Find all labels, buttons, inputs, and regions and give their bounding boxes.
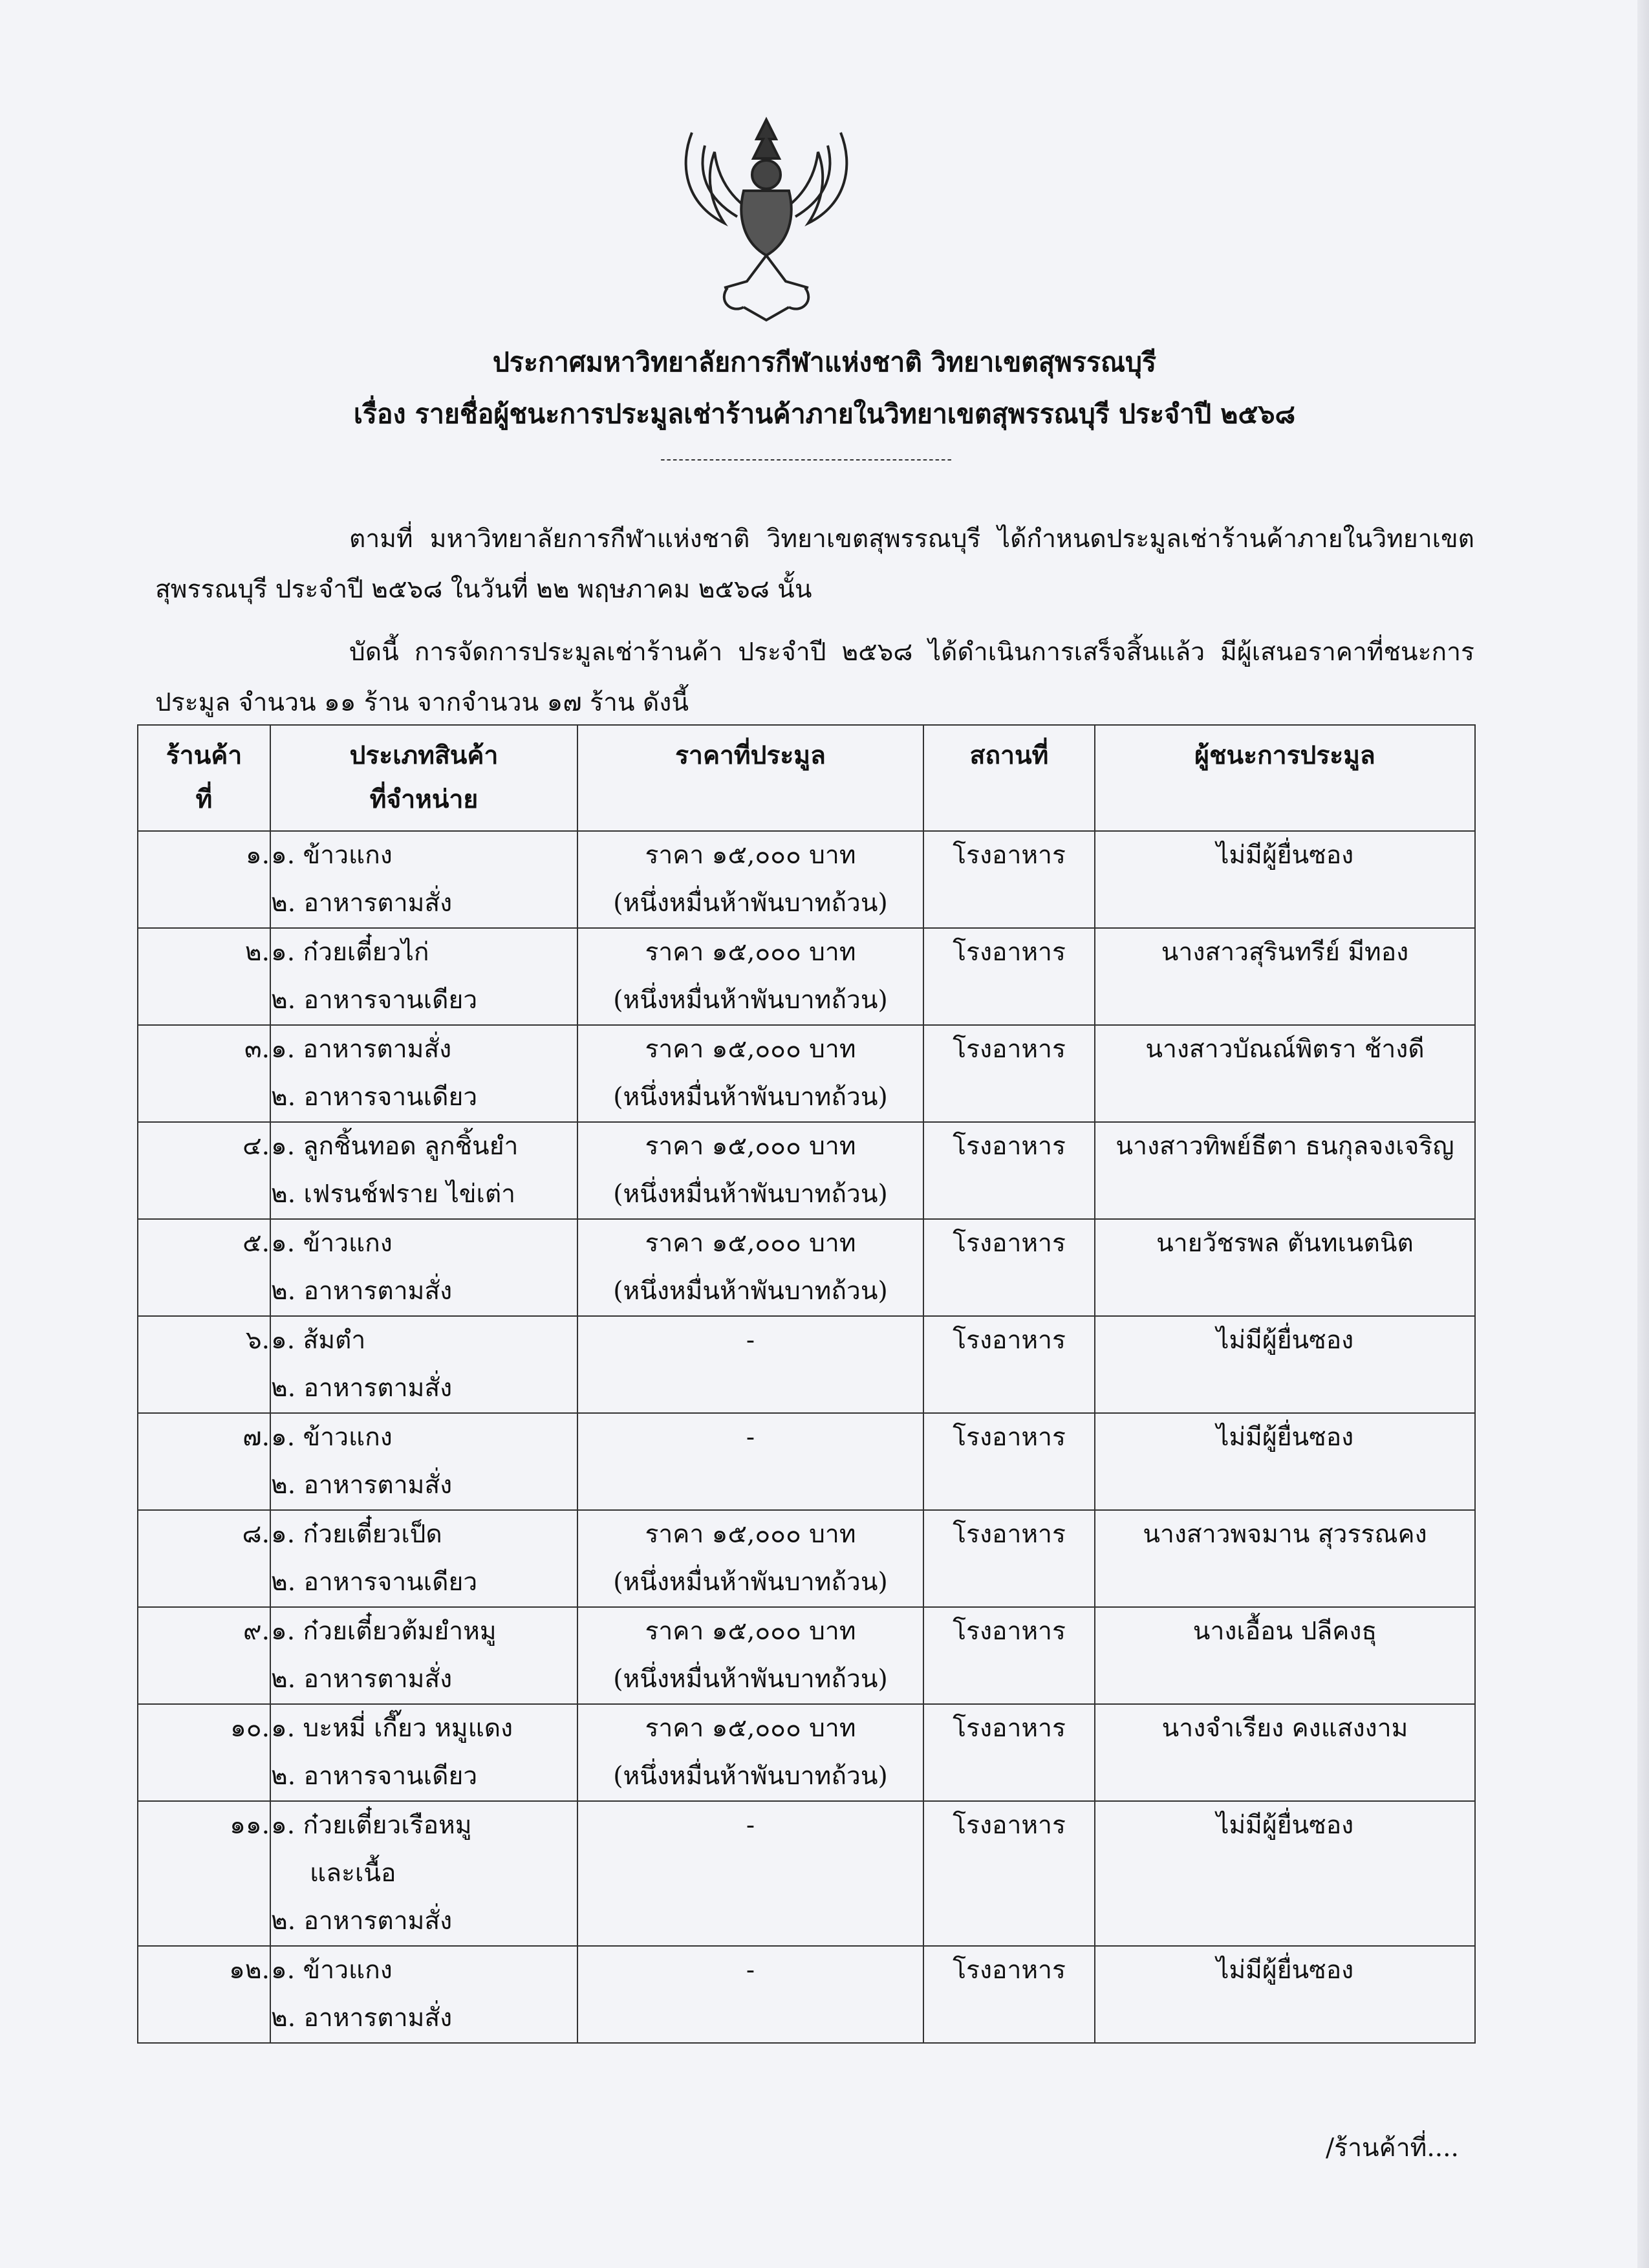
place: โรงอาหาร — [953, 1520, 1066, 1549]
header-shop-label-2: ที่ — [195, 784, 213, 814]
shop-number: ๘. — [242, 1520, 270, 1549]
price-words: (หนึ่งหมื่นห้าพันบาทถ้วน) — [613, 1083, 888, 1112]
shop-number: ๑๑. — [230, 1811, 270, 1840]
item-line: ๒. เฟรนช์ฟราย ไข่เต่า — [271, 1180, 516, 1209]
item-line: ๑. ส้มตำ — [271, 1326, 366, 1355]
table-row — [138, 1801, 1475, 1946]
shop-number: ๒. — [244, 938, 270, 967]
item-line: ๑. ข้าวแกง — [271, 1423, 393, 1452]
winner-name: ไม่มีผู้ยื่นซอง — [1216, 1956, 1354, 1985]
place: โรงอาหาร — [953, 1035, 1066, 1064]
item-line: ๑. ข้าวแกง — [271, 841, 393, 870]
announcement-title: ประกาศมหาวิทยาลัยการกีฬาแห่งชาติ วิทยาเขตสุพรรณบุรี — [492, 347, 1157, 378]
auction-results-table — [137, 724, 1476, 2044]
price-amount: - — [746, 1811, 755, 1840]
header-type-label: ประเภทสินค้า — [349, 740, 499, 770]
table-row — [138, 1510, 1475, 1607]
winner-name: นางเอื้อน ปลีคงธุ — [1192, 1617, 1377, 1646]
header-place: สถานที่ — [923, 725, 1095, 831]
price-amount: - — [746, 1326, 755, 1355]
winner-name: นางสาวทิพย์ธีตา ธนกุลจงเจริญ — [1116, 1132, 1454, 1161]
shop-number: ๙. — [243, 1617, 270, 1646]
place: โรงอาหาร — [953, 1326, 1066, 1355]
item-line: ๑. ก๋วยเตี๋ยวไก่ — [271, 938, 429, 967]
place: โรงอาหาร — [953, 938, 1066, 967]
item-line: ๒. อาหารตามสั่ง — [271, 1906, 453, 1936]
shop-number: ๑. — [245, 841, 270, 870]
item-line: ๒. อาหารตามสั่ง — [271, 1665, 453, 1694]
winner-name: ไม่มีผู้ยื่นซอง — [1216, 1811, 1354, 1840]
table-row — [138, 1025, 1475, 1122]
item-line: ๒. อาหารตามสั่ง — [271, 1374, 453, 1403]
winner-name: นายวัชรพล ตันทเนตนิต — [1156, 1229, 1414, 1258]
garuda-emblem-icon — [666, 113, 867, 327]
intro-paragraph: ตามที่ มหาวิทยาลัยการกีฬาแห่งชาติ วิทยาเขตสุพรรณบุรี ได้กำหนดประมูลเช่าร้านค้าภายในวิทยาเขตสุพรรณบุรี ประจำปี ๒๕๖๘ ในวันที่ ๒๒ พฤษภาคม ๒๕๖๘ นั้น — [155, 524, 1474, 604]
place: โรงอาหาร — [953, 1423, 1066, 1452]
place: โรงอาหาร — [953, 1617, 1066, 1646]
shop-number: ๑๐. — [230, 1714, 270, 1743]
winner-name: นางสาวสุรินทรีย์ มีทอง — [1161, 938, 1409, 967]
item-line: ๑. ก๋วยเตี๋ยวต้มยำหมู — [271, 1617, 497, 1646]
price-amount: ราคา ๑๕,๐๐๐ บาท — [645, 1520, 856, 1549]
item-line: ๑. ข้าวแกง — [271, 1229, 393, 1258]
price-amount: - — [746, 1423, 755, 1452]
shop-number: ๖. — [245, 1326, 270, 1355]
header-shop-no — [138, 725, 270, 831]
place: โรงอาหาร — [953, 1811, 1066, 1840]
item-line: ๑. ก๋วยเตี๋ยวเป็ด — [271, 1520, 442, 1549]
table-row — [138, 1122, 1475, 1219]
item-line: ๒. อาหารตามสั่ง — [271, 1471, 453, 1500]
price-words: (หนึ่งหมื่นห้าพันบาทถ้วน) — [613, 1277, 888, 1306]
table-row — [138, 831, 1475, 928]
price-words: (หนึ่งหมื่นห้าพันบาทถ้วน) — [613, 1568, 888, 1597]
place: โรงอาหาร — [953, 841, 1066, 870]
price-amount: ราคา ๑๕,๐๐๐ บาท — [645, 1714, 856, 1743]
item-line: ๒. อาหารตามสั่ง — [271, 889, 453, 918]
table-header-row — [138, 725, 1475, 831]
item-line: ๒. อาหารตามสั่ง — [271, 1277, 453, 1306]
item-line: ๑. ก๋วยเตี๋ยวเรือหมู — [271, 1811, 472, 1840]
winner-name: ไม่มีผู้ยื่นซอง — [1216, 1423, 1354, 1452]
header-type-label-2: ที่จำหน่าย — [369, 784, 479, 814]
price-words: (หนึ่งหมื่นห้าพันบาทถ้วน) — [613, 1665, 888, 1694]
price-words: (หนึ่งหมื่นห้าพันบาทถ้วน) — [613, 1180, 888, 1209]
table-row — [138, 1607, 1475, 1704]
table-row — [138, 1219, 1475, 1316]
item-line-continued: และเนื้อ — [310, 1859, 396, 1888]
price-amount: ราคา ๑๕,๐๐๐ บาท — [645, 841, 856, 870]
scan-edge — [1637, 0, 1649, 2268]
item-line: ๑. อาหารตามสั่ง — [271, 1035, 452, 1064]
price-amount: - — [746, 1956, 755, 1985]
header-winner: ผู้ชนะการประมูล — [1095, 725, 1475, 831]
item-line: ๒. อาหารจานเดียว — [271, 986, 478, 1015]
place: โรงอาหาร — [953, 1956, 1066, 1985]
table-row — [138, 928, 1475, 1025]
table-row — [138, 1413, 1475, 1510]
place: โรงอาหาร — [953, 1714, 1066, 1743]
winner-name: นางสาวบัณณ์พิตรา ช้างดี — [1145, 1035, 1425, 1064]
header-product-type — [270, 725, 577, 831]
header-shop-label: ร้านค้า — [166, 740, 242, 770]
place: โรงอาหาร — [953, 1229, 1066, 1258]
winner-name: ไม่มีผู้ยื่นซอง — [1216, 841, 1354, 870]
price-amount: ราคา ๑๕,๐๐๐ บาท — [645, 938, 856, 967]
shop-number: ๕. — [242, 1229, 270, 1258]
shop-number: ๔. — [242, 1132, 270, 1161]
shop-number: ๓. — [244, 1035, 270, 1064]
item-line: ๑. ข้าวแกง — [271, 1956, 393, 1985]
item-line: ๒. อาหารจานเดียว — [271, 1083, 478, 1112]
winner-name: ไม่มีผู้ยื่นซอง — [1216, 1326, 1354, 1355]
item-line: ๒. อาหารตามสั่ง — [271, 2003, 453, 2033]
item-line: ๑. ลูกชิ้นทอด ลูกชิ้นยำ — [271, 1132, 519, 1161]
winner-name: นางสาวพจมาน สุวรรณคง — [1143, 1520, 1427, 1549]
announcement-subject: เรื่อง รายชื่อผู้ชนะการประมูลเช่าร้านค้าภายในวิทยาเขตสุพรรณบุรี ประจำปี ๒๕๖๘ — [353, 398, 1296, 429]
title-divider: ------------------------------------------------ — [660, 451, 953, 468]
item-line: ๒. อาหารจานเดียว — [271, 1762, 478, 1791]
header-price: ราคาที่ประมูล — [577, 725, 923, 831]
shop-number: ๑๒. — [229, 1956, 270, 1985]
continued-marker: /ร้านค้าที่.... — [1326, 2133, 1459, 2163]
price-amount: ราคา ๑๕,๐๐๐ บาท — [645, 1132, 856, 1161]
price-words: (หนึ่งหมื่นห้าพันบาทถ้วน) — [613, 1762, 888, 1791]
table-row — [138, 1704, 1475, 1801]
table-row — [138, 1316, 1475, 1413]
shop-number: ๗. — [242, 1423, 270, 1452]
winner-name: นางจำเรียง คงแสงงาม — [1161, 1714, 1408, 1743]
price-amount: ราคา ๑๕,๐๐๐ บาท — [645, 1617, 856, 1646]
item-line: ๑. บะหมี่ เกี๊ยว หมูแดง — [271, 1714, 513, 1743]
place: โรงอาหาร — [953, 1132, 1066, 1161]
item-line: ๒. อาหารจานเดียว — [271, 1568, 478, 1597]
price-amount: ราคา ๑๕,๐๐๐ บาท — [645, 1229, 856, 1258]
price-words: (หนึ่งหมื่นห้าพันบาทถ้วน) — [613, 889, 888, 918]
price-amount: ราคา ๑๕,๐๐๐ บาท — [645, 1035, 856, 1064]
result-paragraph: บัดนี้ การจัดการประมูลเช่าร้านค้า ประจำปี ๒๕๖๘ ได้ดำเนินการเสร็จสิ้นแล้ว มีผู้เสนอราคาที่ชนะการประมูล จำนวน ๑๑ ร้าน จากจำนวน ๑๗ ร้าน ดังนี้ — [155, 638, 1474, 717]
table-row — [138, 1946, 1475, 2043]
price-words: (หนึ่งหมื่นห้าพันบาทถ้วน) — [613, 986, 888, 1015]
